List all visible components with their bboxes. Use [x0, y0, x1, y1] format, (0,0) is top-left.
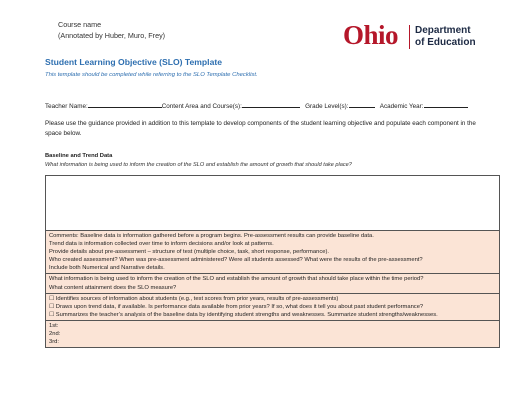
course-header — [58, 19, 165, 41]
logo-divider — [409, 25, 410, 49]
baseline-answer-box[interactable] — [46, 176, 499, 231]
comment-line: Trend data is information collected over time to inform decisions and/or look at patterns. — [49, 241, 274, 248]
ranking-row — [46, 321, 499, 347]
rank-third: 3rd: — [49, 339, 59, 346]
comment-line: Include both Numerical and Narrative details. — [49, 265, 165, 272]
annotation-credit: (Annotated by Huber, Muro, Frey) — [58, 31, 166, 40]
info-fields — [45, 101, 468, 110]
teacher-name-field[interactable] — [88, 101, 162, 108]
grade-levels-field[interactable] — [349, 101, 375, 108]
comment-line: Who created assessment? When was pre-assessment administered? Were all students assessed? What were the results of the pre-assessment? — [49, 257, 423, 264]
page-title: Student Learning Objective (SLO) Template — [45, 57, 222, 67]
page-subtitle: This template should be completed while referring to the SLO Template Checklist. — [45, 72, 258, 78]
comment-line: Provide details about pre-assessment – structure of test (multiple choice, task, short response, performance). — [49, 249, 329, 256]
prompt-line: What content attainment does the SLO measure? — [49, 284, 177, 291]
section-question: What information is being used to inform the creation of the SLO and establish the amount of growth that should take place? — [45, 162, 352, 168]
section-heading: Baseline and Trend Data — [45, 153, 113, 159]
prompt-row — [46, 274, 499, 293]
teacher-name-label: Teacher Name: — [45, 103, 88, 110]
checklist-row — [46, 294, 499, 321]
checklist-item[interactable]: ☐ Identifies sources of information about students (e.g., test scores from prior years, results of pre-assessments) — [49, 295, 339, 302]
rank-first: 1st: — [49, 322, 59, 329]
comment-line: Comments: Baseline data is information gathered before a program begins. Pre-assessment results can provide baseline data. — [49, 233, 374, 239]
academic-year-label: Academic Year: — [379, 103, 424, 110]
academic-year-field[interactable] — [424, 101, 468, 108]
content-area-field[interactable] — [242, 101, 300, 108]
rank-second: 2nd: — [49, 331, 61, 338]
prompt-line: What information is being used to inform the creation of the SLO and establish the amount of growth that should take place within the time period? — [49, 276, 424, 283]
logo-ohio-text: Ohio — [343, 20, 399, 50]
checklist-item[interactable]: ☐ Summarizes the teacher’s analysis of the baseline data by identifying student strengths and weaknesses. Summarize student strengths/weaknesses. — [49, 311, 438, 318]
course-name: Course name — [58, 20, 102, 29]
grade-levels-label: Grade Level(s): — [305, 103, 349, 110]
comments-row — [46, 231, 499, 274]
content-area-label: Content Area and Course(s): — [161, 103, 242, 110]
guidance-text: Please use the guidance provided in addition to this template to develop components of the student learning objective and populate each component in the space below. — [45, 120, 476, 137]
logo-dept-line1: Department — [415, 25, 471, 36]
ohio-department-logo — [343, 22, 483, 52]
checklist-item[interactable]: ☐ Draws upon trend data, if available. Is performance data available from prior years? If so, what does it tell you about past student performance? — [49, 303, 424, 310]
logo-dept-line2: of Education — [415, 37, 476, 48]
baseline-table — [45, 175, 500, 348]
logo-department-text — [415, 25, 476, 49]
